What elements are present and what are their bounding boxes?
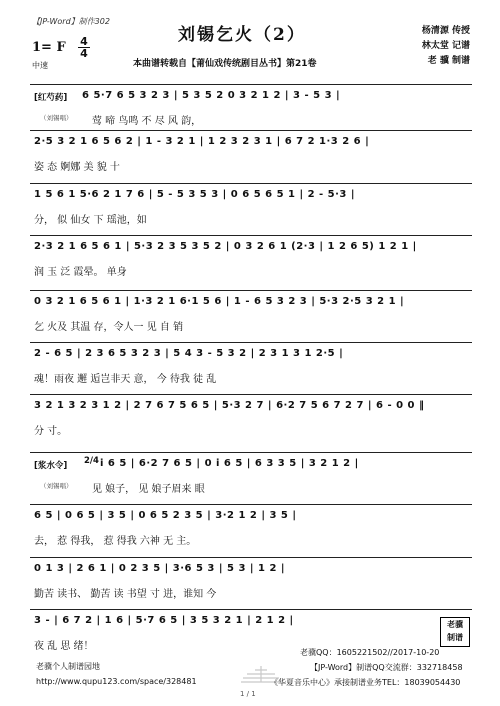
tempo-marking: 中速 [32,61,48,70]
system-rule [30,557,472,558]
time-numerator: 4 [80,35,88,48]
system-rule [30,183,472,184]
qupai-label: [浆水令] [34,461,68,471]
footer-left-url[interactable]: http://www.qupu123.com/space/328481 [36,677,197,686]
page-number: 1 / 1 [240,690,256,698]
system-rule [30,130,472,131]
lyrics-line: 见 娘子， 见 娘子眉来 眼 [92,484,205,495]
notation-line: 0 3 2 1 6 5 6 1 | 1·3 2 1 6·1 5 6 | 1 - 6 5 3 2 3 | 5·3 2·5 3 2 1 | [34,296,405,307]
singer-role: （刘锡唱） [40,482,73,490]
system-rule [30,609,472,610]
producer-tag: 【JP-Word】制作302 [32,17,110,26]
system-rule [30,394,472,395]
stamp-line2: 制谱 [447,633,463,642]
lyrics-line: 姿 态 婀娜 美 貌 十 [34,162,120,173]
notation-line: 6 5·7 6 5 3 2 3 | 5 3 5 2 0 3 2 1 2 | 3 - 5 3 | [82,90,341,101]
notation-line: 3 2 1 3 2 3 1 2 | 2 7 6 7 5 6 5 | 5·3 2 7 | 6·2 7 5 6 7 2 7 | 6 - 0 0 ‖ [34,400,425,411]
notation-line: i 6 5 | 6·2 7 6 5 | 0 i 6 5 | 6 3 3 5 | 3 2 1 2 | [100,458,359,469]
system-rule [30,342,472,343]
credit-teacher: 杨清源 传授 [421,26,470,36]
footer-service: 《华夏音乐中心》承接制谱业务TEL：18039054430 [270,678,461,687]
credit-transcriber: 林太堂 记谱 [421,41,470,51]
lyrics-line: 分， 似 仙女 下 瑶池，如 [34,215,147,226]
system-rule [30,84,472,85]
qupai-label: [红芍药] [34,93,68,103]
notation-line: 1 5 6 1 5·6 2 1 7 6 | 5 - 5 3 5 3 | 0 6 5 6 5 1 | 2 - 5·3 | [34,189,355,200]
notation-line: 3 - | 6 7 2 | 1 6 | 5·7 6 5 | 3 5 3 2 1 | 2 1 2 | [34,615,294,626]
song-title: 刘锡乞火（2） [178,25,306,45]
lyrics-line: 魂！雨夜 邂 逅岂非天 意， 今 待我 徒 乱 [34,374,217,385]
footer-group: 【JP-Word】制谱QQ交流群：332718458 [310,663,463,672]
notation-line: 0 1 3 | 2 6 1 | 0 2 3 5 | 3·6 5 3 | 5 3 | 1 2 | [34,563,286,574]
stamp-line1: 老骥 [447,620,463,629]
lyrics-line: 润 玉 泛 霞晕。 单身 [34,267,127,278]
lyrics-line: 莺 啼 鸟鸣 不 尽 风 韵， [92,116,202,127]
time-change: 2/4 [84,456,99,466]
system-rule [30,235,472,236]
lyrics-line: 夜 乱 思 绪！ [34,641,94,652]
system-rule [30,290,472,291]
system-rule [30,504,472,505]
footer-left-title: 老骥个人制谱园地 [36,662,100,671]
system-rule [30,452,472,453]
time-denominator: 4 [78,47,90,59]
notation-line: 2·5 3 2 1 6 5 6 2 | 1 - 3 2 1 | 1 2 3 2 3 1 | 6 7 2 1·3 2 6 | [34,136,370,147]
notation-line: 2·3 2 1 6 5 6 1 | 5·3 2 3 5 3 5 2 | 0 3 2 6 1 (2·3 | 1 2 6 5) 1 2 1 | [34,241,417,252]
source-note: 本曲谱转载自【莆仙戏传统剧目丛书】第21卷 [133,59,317,69]
lyrics-line: 乞 火及 其温 存，令人一 见 自 销 [34,322,184,333]
key-signature: 1= F [32,40,66,55]
footer-qq: 老骥QQ：1605221502//2017-10-20 [300,648,440,657]
time-signature [78,36,90,59]
lyrics-line: 勤苦 读书、 勤苦 读 书望 寸 进，谁知 今 [34,589,217,600]
lyrics-line: 分 寸。 [34,426,68,437]
lyrics-line: 去， 惹 得我， 惹 得我 六神 无 主。 [34,536,197,547]
singer-role: （刘锡唱） [40,114,73,122]
engraver-stamp [440,617,470,647]
notation-line: 2 - 6 5 | 2 3 6 5 3 2 3 | 5 4 3 - 5 3 2 | 2 3 1 3 1 2·5 | [34,348,344,359]
credits-block [370,24,470,69]
notation-line: 6 5 | 0 6 5 | 3 5 | 0 6 5 2 3 5 | 3·2 1 2 | 3 5 | [34,510,297,521]
credit-engraver: 老 骥 制谱 [427,56,470,66]
